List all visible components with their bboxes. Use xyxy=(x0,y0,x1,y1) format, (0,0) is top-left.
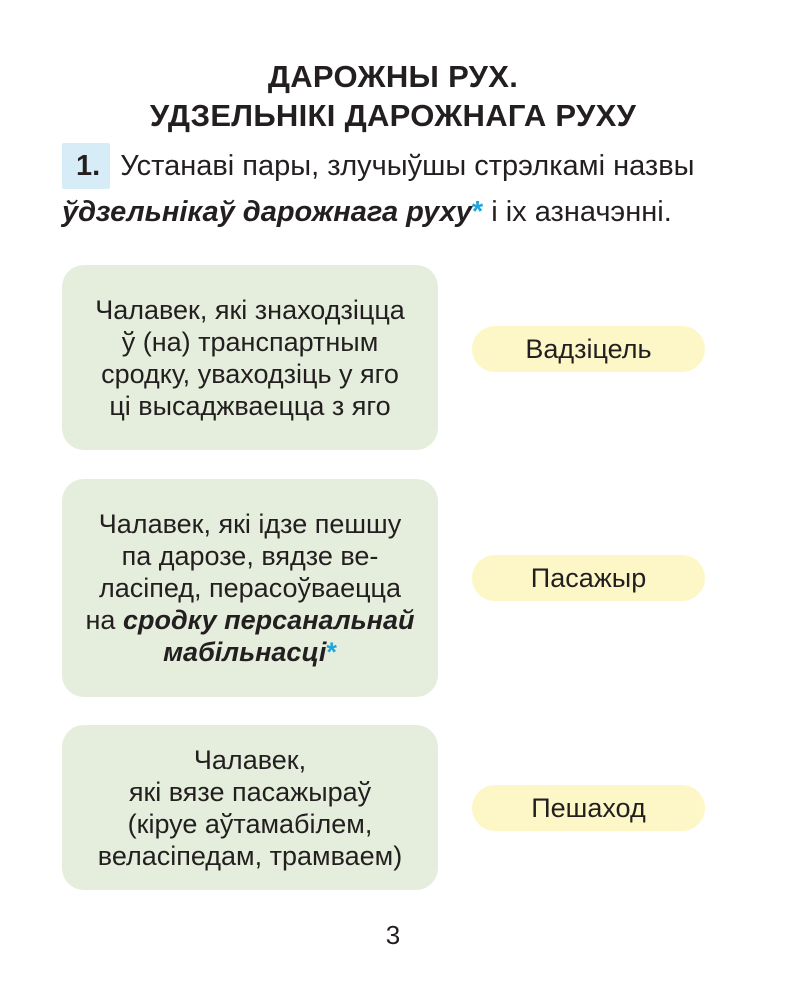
definition-prefix: на xyxy=(85,605,123,635)
definition-line: па дарозе, вядзе ве- xyxy=(121,541,379,571)
asterisk-icon: * xyxy=(326,637,337,667)
definition-line: які вязе пасажыраў xyxy=(128,776,372,807)
definition-box-driver[interactable] xyxy=(62,725,438,890)
definition-text xyxy=(98,744,402,872)
term-pill-passenger[interactable]: Пасажыр xyxy=(472,555,705,601)
definition-line: Чалавек, які знаходзіцца xyxy=(95,294,405,325)
task-instruction xyxy=(62,143,742,235)
definition-text xyxy=(95,294,405,422)
definition-line: Чалавек, xyxy=(193,744,307,775)
definition-box-pedestrian[interactable] xyxy=(62,479,438,697)
page-title-line-1: ДАРОЖНЫ РУХ. xyxy=(267,59,519,94)
definition-line xyxy=(86,636,415,668)
definition-text xyxy=(86,508,415,668)
definition-line: Чалавек, які ідзе пешшу xyxy=(98,509,402,539)
asterisk-icon: * xyxy=(471,196,484,228)
definition-line: (кіруе аўтамабілем, xyxy=(127,808,373,839)
page-number: 3 xyxy=(385,920,401,950)
definition-term: мабільнасці xyxy=(163,637,327,667)
task-term: ўдзельнікаў дарожнага руху xyxy=(62,196,472,228)
term-pill-pedestrian[interactable]: Пешаход xyxy=(472,785,705,831)
definition-term: сродку персанальнай xyxy=(122,605,415,635)
definition-line: ці высаджваецца з яго xyxy=(109,390,391,421)
definition-box-passenger[interactable] xyxy=(62,265,438,450)
definition-line: веласіпедам, трамваем) xyxy=(97,840,403,871)
definition-line: сродку, уваходзіць у яго xyxy=(101,358,399,389)
term-pill-driver[interactable]: Вадзіцель xyxy=(472,326,705,372)
page-title-line-2: УДЗЕЛЬНІКІ ДАРОЖНАГА РУХУ xyxy=(149,98,637,133)
definition-line: ў (на) транспартным xyxy=(121,326,379,357)
task-text-part1: Устанаві пары, злучыўшы стрэлкамі назвы xyxy=(120,150,695,182)
task-text-part2: і іх азначэнні. xyxy=(483,196,672,228)
definition-line: ласіпед, перасоўваецца xyxy=(98,573,402,603)
task-number: 1. xyxy=(62,143,110,189)
definition-line xyxy=(86,604,415,636)
